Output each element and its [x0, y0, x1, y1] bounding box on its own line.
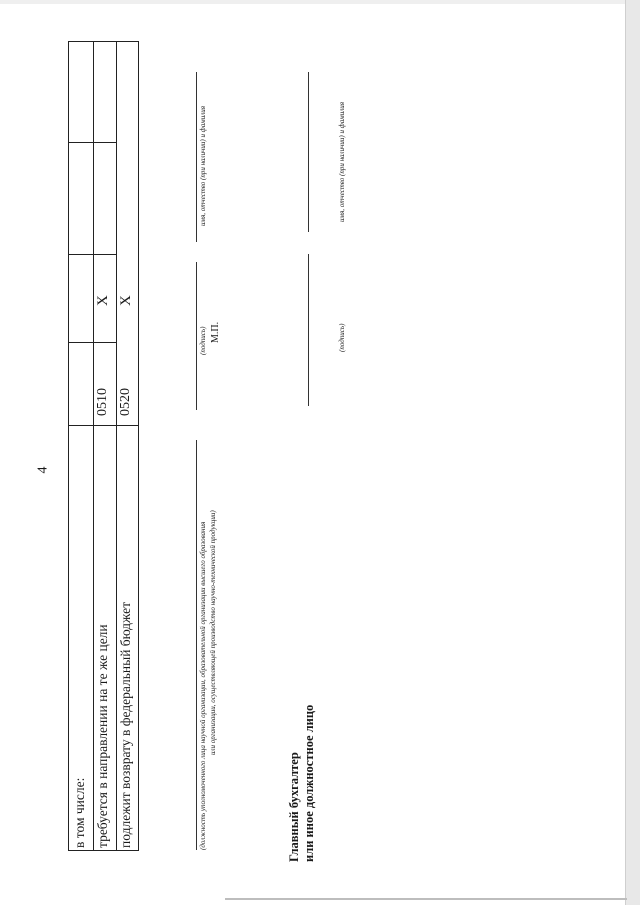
name-line — [196, 72, 197, 242]
scan-edge-bottom — [225, 898, 627, 900]
table-row-mark: X — [95, 295, 111, 306]
stamp-label: М.П. — [210, 321, 221, 343]
name-caption: имя, отчество (при наличии) и фамилия — [199, 105, 207, 226]
table-row-code: 0510 — [95, 388, 110, 416]
column-divider — [69, 142, 116, 143]
column-divider — [69, 425, 138, 426]
chief-accountant-title: или иное должностное лицо — [302, 704, 316, 862]
column-divider — [69, 254, 116, 255]
table-row-mark: X — [118, 295, 134, 306]
table-row-label: в том числе: — [72, 777, 87, 848]
organization-caption: (должность уполномоченного лица научной организации, образовательной организации высшего образования — [199, 521, 207, 850]
column-divider — [69, 342, 116, 343]
scan-edge-top — [0, 0, 626, 4]
signature-caption-2: (подпись) — [338, 323, 346, 352]
table-row-label: требуется в направлении на те же цели — [95, 624, 110, 848]
table-row-label: подлежит возврату в федеральный бюджет — [118, 602, 133, 848]
organization-caption: или организации, осуществляющей производство научно-технической продукции) — [209, 510, 217, 755]
table-row-code: 0520 — [118, 388, 133, 416]
page-number: 4 — [35, 466, 51, 474]
signature-line — [196, 262, 197, 410]
signature-line-2 — [308, 254, 309, 406]
report-table — [68, 41, 139, 851]
name-caption-2: имя, отчество (при наличии) и фамилия — [338, 101, 346, 222]
name-line-2 — [308, 72, 309, 232]
row-divider — [116, 42, 117, 850]
row-divider — [93, 42, 94, 850]
organization-signature-line — [196, 440, 197, 850]
signature-caption: (подпись) — [199, 326, 207, 355]
scan-edge-right — [625, 0, 640, 905]
chief-accountant-title: Главный бухгалтер — [287, 752, 301, 862]
